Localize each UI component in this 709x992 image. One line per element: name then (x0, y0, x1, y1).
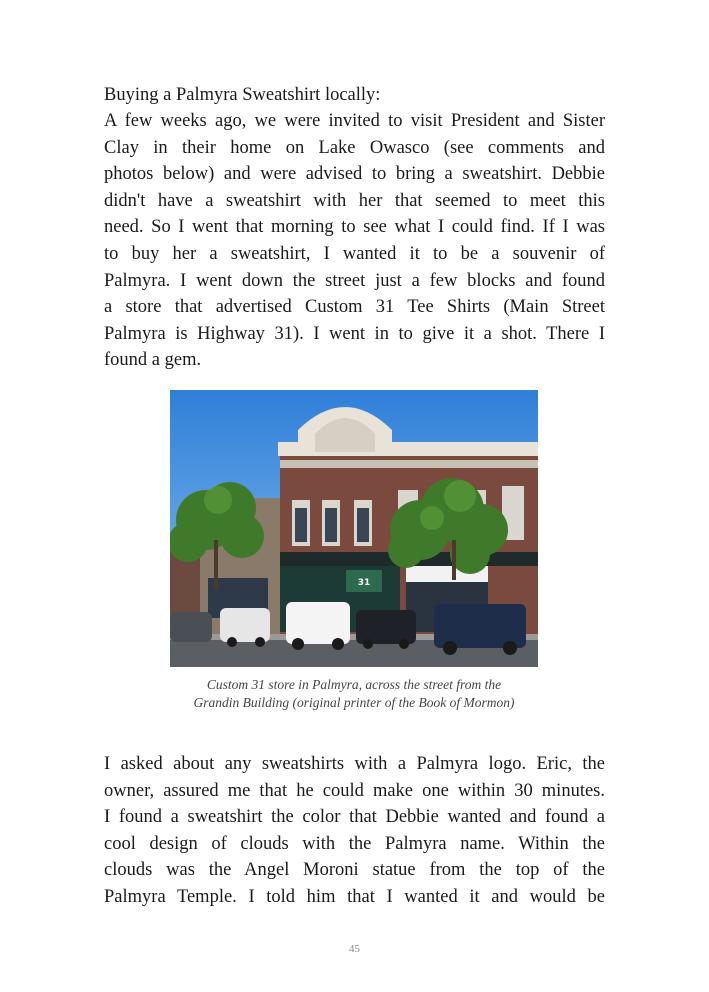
page-number: 45 (349, 943, 360, 955)
store-photo (170, 390, 538, 667)
paragraph-sweatshirt (104, 751, 605, 911)
text-line: need. So I went that morning to see what I could find. If I was (104, 217, 605, 238)
text-line: I asked about any sweatshirts with a Palmyra logo. Eric, the (104, 754, 605, 774)
parked-cars (170, 602, 526, 648)
text-line: didn't have a sweatshirt with her that seemed to meet this (104, 190, 605, 211)
text-line: found a gem. (104, 350, 202, 371)
text-line: Palmyra. I went down the street just a few blocks and found (104, 270, 605, 291)
text-line: cool design of clouds with the Palmyra name. Within the (104, 833, 605, 854)
text-line: I found a sweatshirt the color that Debbie wanted and found a (104, 807, 605, 828)
text-line: to buy her a sweatshirt, I wanted it to be a souvenir of (104, 243, 605, 264)
section-heading: Buying a Palmyra Sweatshirt locally: (104, 85, 381, 105)
caption-line: Custom 31 store in Palmyra, across the street from the (206, 677, 502, 692)
text-line: Palmyra is Highway 31). I went in to give it a shot. There I (104, 323, 605, 344)
text-line: Palmyra Temple. I told him that I wanted it and would be (104, 886, 605, 907)
photo-caption (150, 676, 558, 712)
paragraph-intro (104, 108, 605, 374)
text-line: owner, assured me that he could make one within 30 minutes. (104, 780, 605, 801)
svg-text:31: 31 (357, 578, 371, 588)
text-line: a store that advertised Custom 31 Tee Shirts (Main Street (104, 297, 605, 318)
text-line: clouds was the Angel Moroni statue from the top of the (104, 860, 605, 881)
upper-trim (280, 460, 538, 468)
text-line: Clay in their home on Lake Owasco (see comments and (104, 137, 605, 158)
text-line: photos below) and were advised to bring a sweatshirt. Debbie (104, 164, 605, 185)
caption-line: Grandin Building (original printer of the Book of Mormon) (193, 695, 515, 710)
text-line: A few weeks ago, we were invited to visit President and Sister (104, 111, 605, 131)
